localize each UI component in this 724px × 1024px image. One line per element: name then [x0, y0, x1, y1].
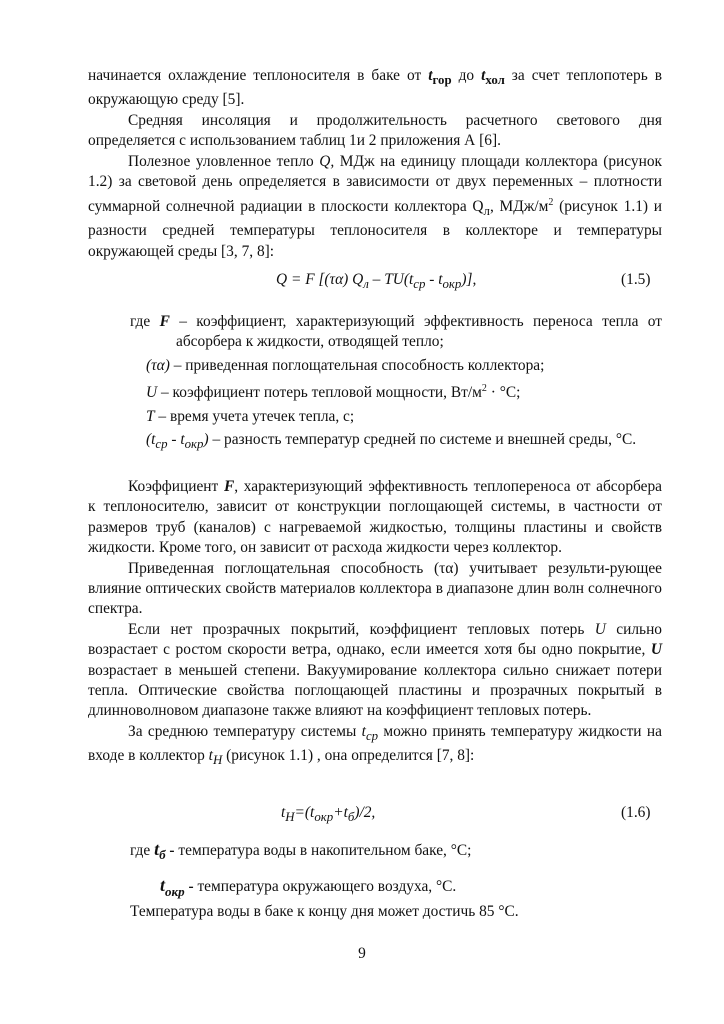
text: , характеризующий эффективность теплопереноса от абсорбера к теплоносителю, зависит от конструкции поглощающей системы, в частности от размеров труб (каналов) с нагреваемой жидкостью, толщины пластины и свойств жидкости. Кроме того, он зависит от расхода жидкости через коллектор. — [88, 478, 662, 557]
text: Полезное уловленное тепло — [128, 152, 320, 170]
eq-part: t — [281, 804, 286, 821]
paragraph-2: Средняя инсоляция и продолжительность расчетного светового дня определяется с использованием таблиц 1и 2 приложения А [6]. — [88, 111, 662, 150]
var-t-okr: t — [160, 875, 166, 896]
def-T — [146, 407, 662, 427]
text: – коэффициент, характеризующий эффективность переноса тепла от абсорбера к жидкости, отводящей тепло; — [169, 313, 662, 351]
sub-gor: гор — [432, 73, 452, 88]
text: температура воды в накопительном баке, °С; — [174, 842, 472, 859]
var-U: U — [146, 384, 158, 402]
eq-sub: окр — [184, 437, 204, 452]
eq-part: – TU(t — [368, 271, 414, 288]
dash: - — [184, 878, 194, 896]
text: (рисунок 1.1) и разности средней температуры теплоносителя в коллекторе и температуры окружающей среды [3, 7, 8]: — [88, 197, 662, 260]
sup-2: 2 — [548, 196, 554, 208]
var-t-hol: t — [481, 67, 486, 84]
text: где — [130, 313, 160, 330]
text: возрастает в меньшей степени. Вакуумирование коллектора сильно снижает потери тепла. Оптические свойства поглощающей пластины и прозрачных покрытый в длинноволновом диапазоне также влияют на коэффициент тепловых потерь. — [88, 661, 662, 720]
var-ta: (τα) — [146, 356, 170, 374]
var-Q: Q, — [319, 152, 335, 170]
def-delta-t — [146, 430, 662, 454]
eq-sub: ср — [155, 437, 168, 452]
var-t-b: t — [154, 839, 160, 859]
eq-part: =(t — [294, 804, 315, 821]
definitions-1-5 — [130, 312, 662, 455]
def-t-b — [130, 839, 662, 865]
sub-okr: окр — [165, 883, 185, 899]
eq-part: - t — [425, 271, 443, 288]
equation-1-5 — [276, 270, 476, 294]
eq-part: Q = F [(τα) Q — [276, 271, 364, 288]
eq-sub: л — [363, 277, 369, 292]
text: сильно возрастает с ростом скорости ветра, однако, если имеется хотя бы одно покрытие, — [88, 620, 663, 659]
text: За среднюю температуру системы — [128, 722, 362, 740]
text: температура окружающего воздуха, °С. — [193, 878, 457, 896]
paragraph-4 — [88, 477, 662, 559]
var-t-gor: t — [428, 67, 433, 84]
text: – коэффициент потерь тепловой мощности, Вт/м — [157, 384, 482, 402]
text: начинается охлаждение теплоносителя в баке от — [88, 67, 429, 84]
var-U: U — [650, 641, 662, 659]
text: где — [130, 842, 155, 859]
text: , МДж/м — [489, 197, 549, 215]
text: до — [451, 67, 482, 84]
text: (рисунок 1.1) , она определится [7, 8]: — [222, 747, 475, 765]
equation-1-6 — [281, 803, 375, 827]
var-U: U — [594, 620, 606, 638]
def-U — [146, 379, 662, 404]
text: можно принять температуру жидкости на входе в коллектор — [88, 722, 662, 765]
var-t-n: t — [208, 747, 213, 765]
var-t-sr: t — [361, 722, 366, 740]
eq-part: - t — [167, 431, 185, 449]
text: за счет теплопотерь в окружающую среду [5]. — [88, 67, 662, 109]
paragraph-7 — [88, 722, 662, 771]
sup-2: 2 — [481, 383, 487, 395]
eq-sub: ср — [413, 277, 426, 292]
equation-number-1-5: (1.5) — [621, 271, 651, 288]
page-number: 9 — [358, 945, 366, 962]
eq-sub: б — [347, 810, 355, 825]
paragraph-3 — [88, 152, 662, 262]
var-F: F — [159, 313, 170, 330]
sub-n: Н — [212, 753, 223, 768]
sub-l: л — [483, 203, 490, 218]
eq-sub: окр — [442, 277, 462, 292]
paragraph-1 — [88, 66, 662, 111]
eq-sub: окр — [314, 810, 334, 825]
eq-part: ) — [203, 431, 209, 449]
paragraph-6 — [88, 620, 662, 722]
sub-hol: хол — [485, 73, 505, 88]
var-F: F — [223, 478, 235, 495]
paragraph-8: Температура воды в баке к концу дня может достичь 85 °С. — [130, 903, 519, 920]
text: Если нет прозрачных покрытий, коэффициент тепловых потерь — [128, 620, 595, 638]
body-continued — [88, 477, 662, 771]
text: – время учета утечек тепла, с; — [154, 407, 355, 425]
eq-part: )/2, — [354, 804, 376, 821]
var-T: T — [146, 407, 155, 425]
text: – разность температур средней по системе и внешней среды, °С. — [208, 431, 637, 449]
dash: - — [165, 842, 175, 859]
eq-part: (t — [146, 431, 156, 449]
eq-part: +t — [333, 804, 348, 821]
paragraph-5: Приведенная поглощательная способность (τα) учитывает результи-рующее влияние оптических свойств материалов коллектора в диапазоне длин волн солнечного спектра. — [88, 559, 662, 618]
eq-part: )], — [461, 271, 477, 288]
eq-sub: Н — [285, 810, 295, 825]
page-body — [88, 66, 662, 262]
text: МДж на единицу площади коллектора (рисунок 1.2) за световой день определяется в зависимости от двух переменных – плотности суммарной солнечной радиации в плоскости коллектора Q — [88, 152, 662, 215]
equation-number-1-6: (1.6) — [621, 804, 651, 821]
text: – приведенная поглощательная способность коллектора; — [169, 356, 545, 374]
sub-b: б — [159, 847, 166, 863]
text: · °С; — [486, 384, 521, 402]
text: Коэффициент — [128, 478, 224, 495]
def-ta — [146, 356, 662, 376]
def-t-okr — [160, 875, 662, 901]
definitions-1-6 — [130, 839, 662, 902]
sub-sr: ср — [365, 728, 379, 743]
def-F — [130, 312, 662, 353]
